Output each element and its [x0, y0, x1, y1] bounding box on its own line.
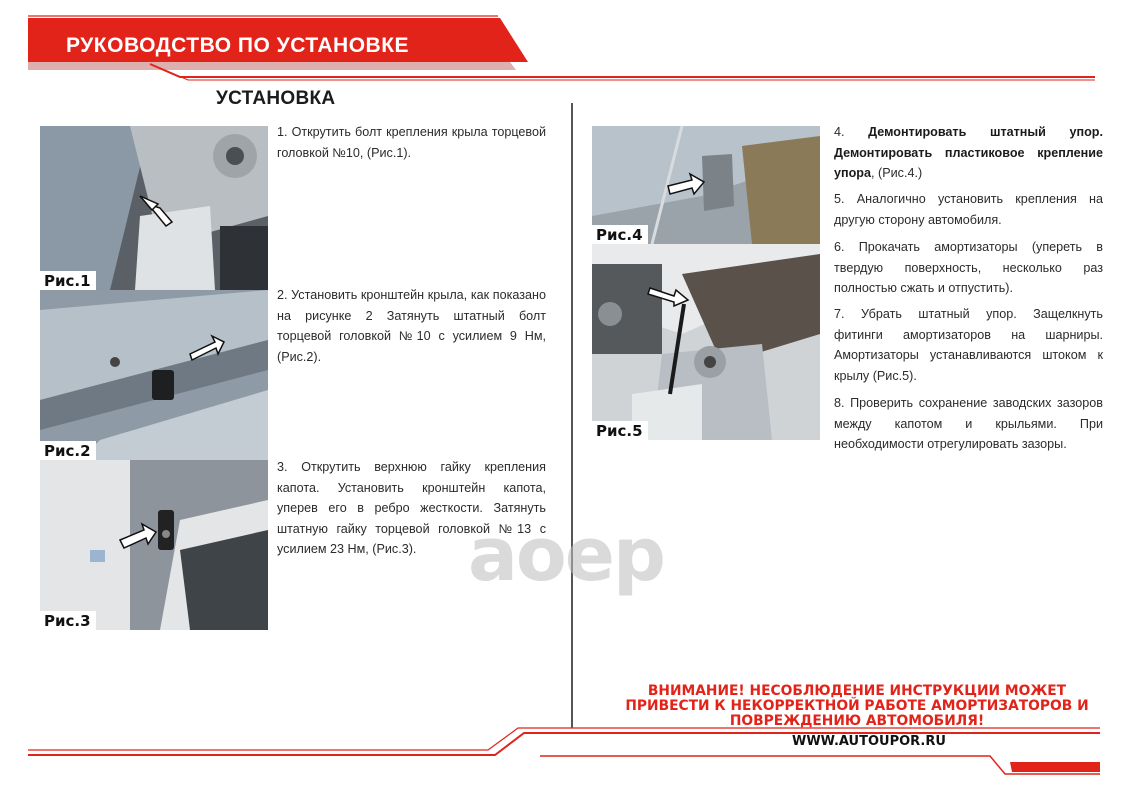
step-6-text: 6. Прокачать амортизаторы (упереть в твердую поверхность, несколько раз полностью сжать и отпустить).: [834, 240, 1103, 295]
step-7-text: 7. Убрать штатный упор. Защелкнуть фитинги амортизаторов на шарниры. Амортизаторы устанавливаются штоком к крылу (Рис.5).: [834, 307, 1103, 383]
section-title: УСТАНОВКА: [216, 88, 336, 109]
watermark-logo: aoep: [468, 512, 664, 598]
step-4-text: [834, 122, 1103, 184]
step-4-bold: Демонтировать штатный упор. Демонтировать пластиковое крепление упора: [834, 125, 1104, 180]
photo-fig3: [40, 460, 268, 630]
photo-fig5: [592, 244, 820, 440]
step-5-text: 5. Аналогично установить крепления на другую сторону автомобиля.: [834, 192, 1103, 227]
step-4-rest: , (Рис.4.): [871, 166, 923, 180]
step-2-text: 2. Установить кронштейн крыла, как показано на рисунке 2 Затянуть штатный болт торцевой головкой №10 с усилием 9 Нм, (Рис.2).: [277, 288, 546, 364]
footer-stripe: [0, 720, 1132, 800]
photo-fig4: [592, 126, 820, 244]
step-1-text: 1. Открутить болт крепления крыла торцевой головкой №10, (Рис.1).: [277, 125, 546, 160]
figure-label: Рис.3: [40, 611, 96, 630]
figure-label: Рис.2: [40, 441, 96, 460]
photo-fig2: [40, 290, 268, 460]
figure-label: Рис.4: [592, 225, 648, 244]
website-link[interactable]: WWW.AUTOUPOR.RU: [792, 734, 946, 749]
column-divider: [571, 103, 573, 728]
step-8-text: 8. Проверить сохранение заводских зазоров между капотом и крыльями. При необходимости отрегулировать зазоры.: [834, 396, 1103, 451]
step-3-text: 3. Открутить верхнюю гайку крепления капота. Установить кронштейн капота, уперев его в ребро жесткости. Затянуть штатную гайку торцевой головкой №13 с усилием 23 Нм, (Рис.3).: [277, 460, 546, 556]
photo-fig1: [40, 126, 268, 290]
figure-label: Рис.5: [592, 421, 648, 440]
page-title: РУКОВОДСТВО ПО УСТАНОВКЕ: [66, 34, 410, 57]
warning-text: ВНИМАНИЕ! НЕСОБЛЮДЕНИЕ ИНСТРУКЦИИ МОЖЕТ ПРИВЕСТИ К НЕКОРРЕКТНОЙ РАБОТЕ АМОРТИЗАТОРОВ И ПОВРЕЖДЕНИЮ АВТОМОБИЛЯ!: [625, 683, 1089, 729]
figure-label: Рис.1: [40, 271, 96, 290]
step-4-number: 4.: [834, 125, 845, 139]
